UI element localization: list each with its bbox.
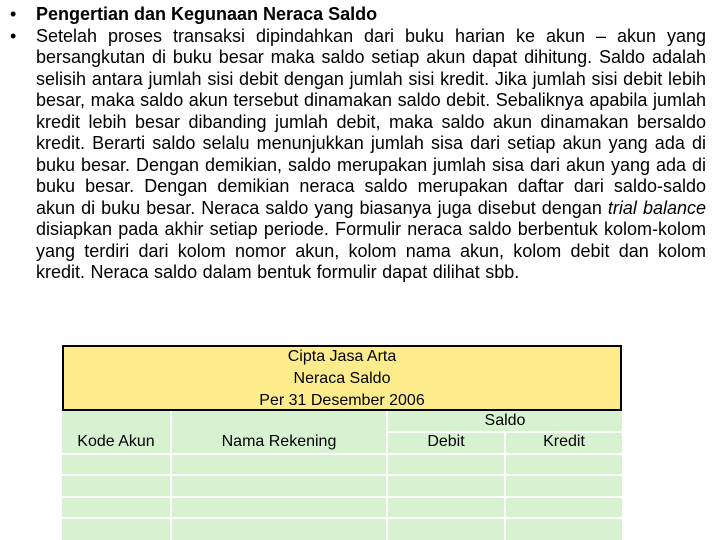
paragraph-italic-term: trial balance (607, 197, 706, 218)
bullet-icon: • (10, 4, 17, 24)
saldo-header: Saldo (484, 412, 526, 429)
bullet-paragraph-row (8, 26, 708, 284)
section-title: Pengertian dan Kegunaan Neraca Saldo (36, 4, 378, 24)
paragraph-text: Setelah proses transaksi dipindahkan dari buku harian ke akun – akun yang bersangkutan di buku besar maka saldo setiap akun dapat dihitung. Saldo adalah selisih antara jumlah sisi debit dengan jumlah sisi kredit. Jika jumlah sisi debit lebih besar, maka saldo akun tersebut dinamakan saldo debit. Sebaliknya apabila jumlah kredit lebih besar dibanding jumlah debit, maka saldo akun dinamakan bersaldo kredit. Berarti saldo selalu menunjukkan jumlah sisa dari setiap akun yang ada di buku besar. Dengan demikian, saldo merupakan jumlah sisa dari akun yang ada di buku besar. Dengan demikian neraca saldo merupakan daftar dari saldo-saldo akun di buku besar. Neraca saldo yang biasanya juga disebut dengan (36, 25, 706, 218)
column-header-kredit: Kredit (543, 433, 585, 450)
bullet-icon: • (10, 25, 17, 46)
grid-line (62, 517, 622, 519)
form-grid (62, 411, 622, 540)
bullet-title-row (8, 4, 708, 26)
column-header-debit: Debit (427, 433, 465, 450)
paragraph-text-end: disiapkan pada akhir setiap periode. Formulir neraca saldo berbentuk kolom-kolom yang terdiri dari kolom nomor akun, kolom nama akun, kolom debit dan kolom kredit. Neraca saldo dalam bentuk formulir dapat dilihat sbb. (36, 219, 706, 282)
report-period: Per 31 Desember 2006 (259, 392, 425, 409)
grid-line (62, 496, 622, 498)
grid-line (62, 453, 622, 455)
column-header-nama-rekening: Nama Rekening (221, 433, 337, 450)
form-header (62, 345, 622, 411)
trial-balance-form (62, 345, 622, 540)
report-name: Neraca Saldo (293, 370, 391, 387)
body-paragraph (36, 26, 706, 284)
grid-line (62, 474, 622, 476)
column-header-kode-akun: Kode Akun (77, 433, 155, 450)
company-name: Cipta Jasa Arta (287, 348, 397, 365)
content-area (8, 4, 708, 284)
